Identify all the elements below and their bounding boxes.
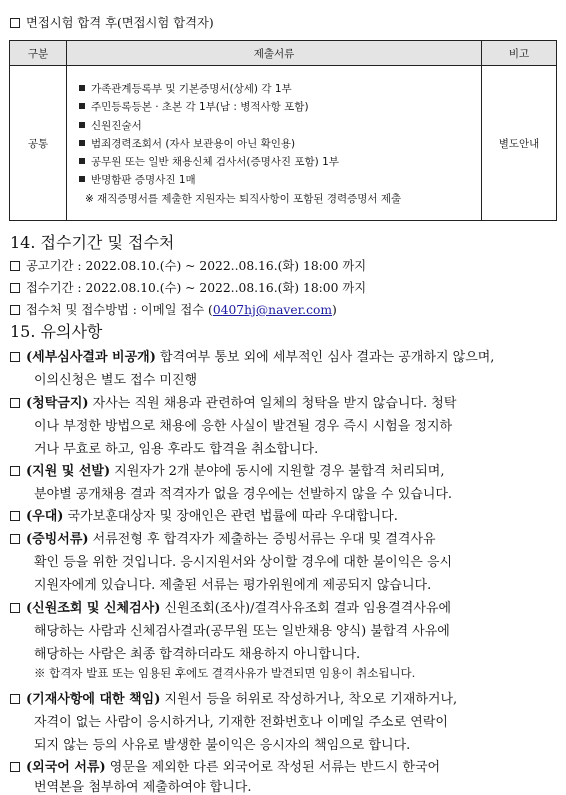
bullet-icon [79,176,85,182]
notice-item: (세부심사결과 비공개) 합격여부 통보 외에 세부적인 심사 결과는 공개하지 않으며, [10,346,556,365]
list-item: 반명함판 증명사진 1매 [79,171,471,189]
application-contact-line: 접수처 및 접수방법 : 이메일 접수 (0407hj@naver.com) [10,300,556,318]
section-15-title: 15. 유의사항 [10,322,103,341]
header-category: 구분 [10,41,67,66]
header-documents: 제출서류 [67,41,482,66]
intro-line [10,13,556,31]
checkbox-icon [10,398,20,408]
notice-text: 이의신청은 별도 접수 미진행 [34,373,198,388]
category-cell: 공통 [10,66,67,221]
notice-period-line: 공고기간 : 2022.08.10.(수) ~ 2022..08.16.(화) 18:00 까지 [10,256,556,274]
notice-note: ※ 합격자 발표 또는 임용된 후에도 결격사유가 발견되면 임용이 취소됩니다. [34,666,416,680]
notice-text: 되지 않는 등의 사유로 발생한 불이익은 응시자의 책임으로 합니다. [34,738,411,753]
table-note: ※ 재직증명서를 제출한 지원자는 퇴직사항이 포함된 경력증명서 제출 [85,192,402,205]
checkbox-icon [10,603,20,613]
bullet-icon [79,122,85,128]
header-remark: 비고 [482,41,557,66]
checkbox-icon [10,466,20,476]
intro-text: 면접시험 합격 후(면접시험 합격자) [26,16,214,30]
bullet-icon [79,103,85,109]
notice-item: (증빙서류) 서류전형 후 합격자가 제출하는 증빙서류는 우대 및 결격사유 [10,528,556,547]
table-header-row [10,41,557,66]
notice-text: 해당하는 사람은 최종 합격하더라도 채용하지 아니합니다. [34,647,361,662]
list-item: 범죄경력조회서 (자사 보관용이 아닌 확인용) [79,135,471,153]
section-14-title: 14. 접수기간 및 접수처 [10,233,175,252]
checkbox-icon [10,18,20,28]
checkbox-icon [10,694,20,704]
notice-item: (지원 및 선발) 지원자가 2개 분야에 동시에 지원할 경우 불합격 처리되며, [10,460,556,479]
bullet-icon [79,140,85,146]
notice-item: (청탁금지) 자사는 직원 채용과 관련하여 일체의 청탁을 받지 않습니다. 청탁 [10,392,556,411]
checkbox-icon [10,511,20,521]
required-documents-table [9,40,557,221]
checkbox-icon [10,283,20,293]
bullet-icon [79,158,85,164]
notice-text: 이나 부정한 방법으로 채용에 응한 사실이 발견될 경우 즉시 시험을 정지하 [34,419,453,434]
notice-text: 거나 무효로 하고, 임용 후라도 합격을 취소합니다. [34,442,319,457]
notice-item: (신원조회 및 신체검사) 신원조회(조사)/결격사유조회 결과 임용결격사유에 [10,597,556,616]
notice-item: (외국어 서류) 영문을 제외한 다른 외국어로 작성된 서류는 반드시 한국어 [10,756,556,775]
list-item: 가족관계등록부 및 기본증명서(상세) 각 1부 [79,80,471,98]
table-row [10,66,557,221]
bullet-icon [79,85,85,91]
list-item: 신원진술서 [79,117,471,135]
list-item: 공무원 또는 일반 채용신체 검사서(증명사진 포함) 1부 [79,153,471,171]
checkbox-icon [10,261,20,271]
notice-text: 자격이 없는 사람이 응시하거나, 기재한 전화번호나 이메일 주소로 연락이 [34,715,448,730]
notice-item: (기재사항에 대한 책임) 지원서 등을 허위로 작성하거나, 착오로 기재하거나, [10,688,556,707]
notice-text: 해당하는 사람과 신체검사결과(공무원 또는 일반채용 양식) 불합격 사유에 [34,624,450,639]
checkbox-icon [10,305,20,315]
notice-text: 번역본을 첨부하여 제출하여야 합니다. [34,780,252,795]
checkbox-icon [10,352,20,362]
notice-text: 확인 등을 위한 것입니다. 응시지원서와 상이할 경우에 대한 불이익은 응시 [34,555,453,570]
checkbox-icon [10,534,20,544]
list-item: 주민등록등본 · 초본 각 1부(남 : 병적사항 포함) [79,98,471,116]
notice-text: 분야별 공개채용 결과 적격자가 없을 경우에는 선발하지 않을 수 있습니다. [34,487,453,502]
notice-item: (우대) 국가보훈대상자 및 장애인은 관련 법률에 따라 우대합니다. [10,505,556,524]
documents-cell [67,66,482,221]
checkbox-icon [10,762,20,772]
email-link[interactable]: 0407hj@naver.com [212,303,333,317]
notice-text: 지원자에게 있습니다. 제출된 서류는 평가위원에게 제공되지 않습니다. [34,578,432,593]
remark-cell: 별도안내 [482,66,557,221]
application-period-line: 접수기간 : 2022.08.10.(수) ~ 2022..08.16.(화) 18:00 까지 [10,278,556,296]
